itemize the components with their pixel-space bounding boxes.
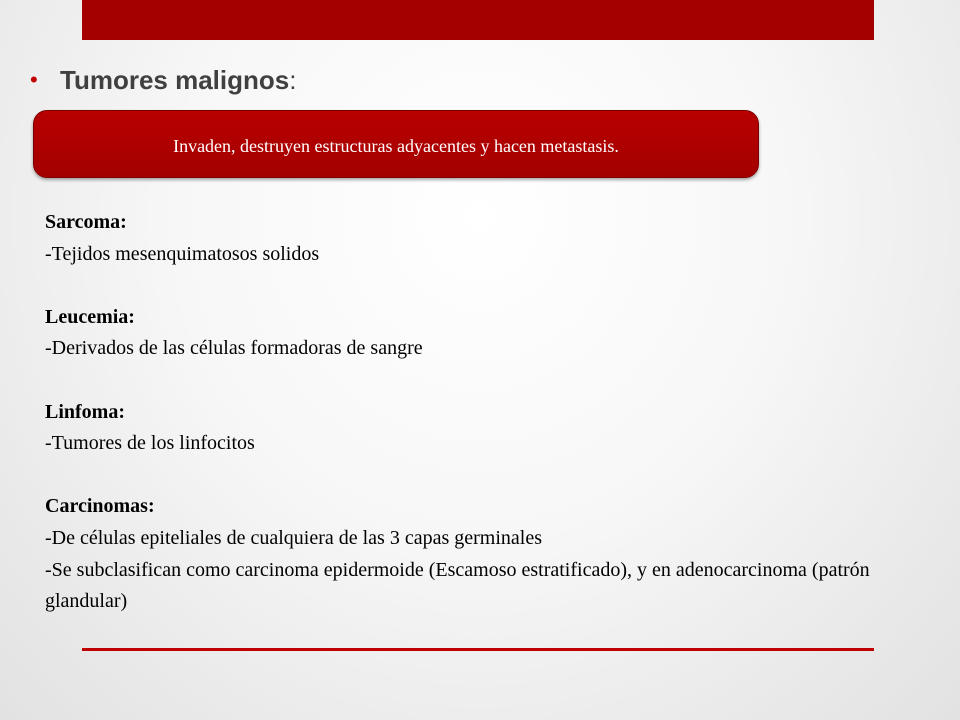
page-title-colon: : <box>289 64 297 95</box>
heading-row <box>30 60 296 100</box>
callout-text: Invaden, destruyen estructuras adyacentes y hacen metastasis. <box>173 136 619 156</box>
top-accent-bar <box>82 0 874 40</box>
page-title: Tumores malignos <box>60 64 290 95</box>
term-linfoma: Linfoma: <box>45 400 125 423</box>
section-sarcoma <box>45 207 905 270</box>
description-line: -Se subclasifican como carcinoma epidermoide (Escamoso estratificado), y en adenocarcinoma (patrón glandular) <box>45 558 870 613</box>
term-leucemia: Leucemia: <box>45 305 135 328</box>
tumor-types-list <box>45 207 905 618</box>
section-spacer <box>45 365 905 397</box>
description-line: -Derivados de las células formadoras de sangre <box>45 337 423 360</box>
section-spacer <box>45 270 905 302</box>
description-line: -De células epiteliales de cualquiera de las 3 capas germinales <box>45 526 542 549</box>
bullet-icon: • <box>30 67 38 92</box>
description-line: -Tejidos mesenquimatosos solidos <box>45 242 320 265</box>
section-linfoma <box>45 397 905 460</box>
section-carcinomas <box>45 491 905 617</box>
term-sarcoma: Sarcoma: <box>45 211 127 233</box>
term-carcinomas: Carcinomas: <box>45 495 155 518</box>
section-leucemia <box>45 302 905 365</box>
description-line: -Tumores de los linfocitos <box>45 432 255 455</box>
definition-callout <box>33 110 759 178</box>
section-spacer <box>45 460 905 492</box>
bottom-divider <box>82 648 874 651</box>
